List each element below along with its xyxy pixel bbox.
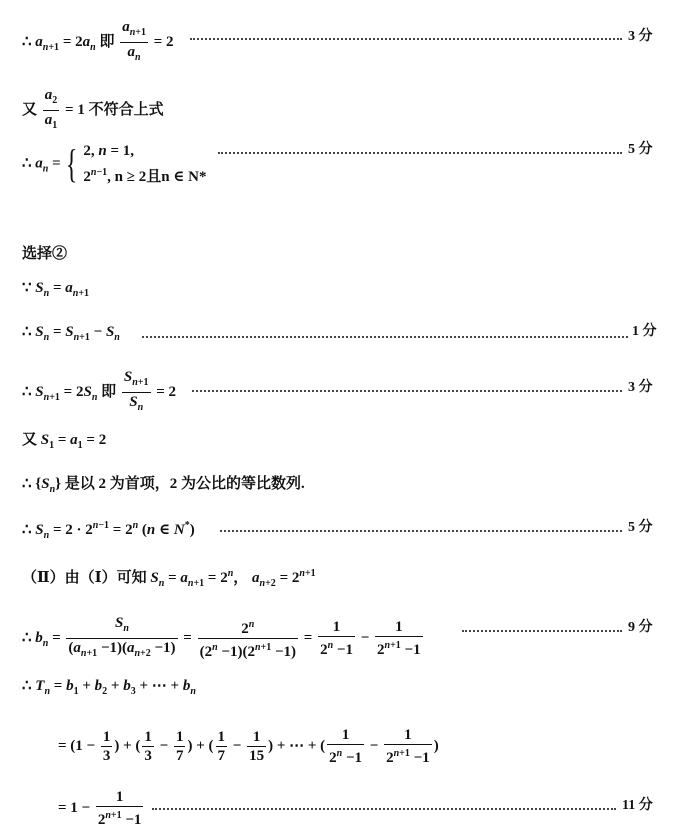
leader-dots: [192, 390, 622, 392]
eq-geo-statement: ∴ $\{S_n\}$ 是以 2 为首项，2 为公比的等比数列.: [22, 476, 305, 495]
leader-dots: [462, 630, 622, 632]
eq-a-ratio: ∴ $a_{n+1} = 2a_n$ 即 $\frac{a_{n+1}}{a_n}$ = 2: [22, 19, 174, 63]
eq-s1: 又 $S_1 = a_1 = 2$: [22, 432, 107, 451]
choice-label: 选择②: [22, 246, 68, 262]
eq-sn-an1: ∵ $S_n = a_{n+1}$: [22, 280, 90, 299]
eq-tn-telescope: = (1 − $\frac{1}{3}$ ) + ( $\frac{1}{3}$ − $\frac{1}{7}$ ) + ( $\frac{1}{7}$ − $\frac{1}{15}$ ) + ⋯ + ( $\frac{1}{2^n -1}$ − $\frac{1}{2^{n+1} -1}$ ): [58, 727, 439, 766]
leader-dots: [218, 152, 622, 154]
score-3b: 3 分: [628, 380, 653, 395]
eq-sn-formula: ∴ $S_n = 2 \cdot 2^{n-1} = 2^n$ (n ∈ N*): [22, 520, 195, 541]
eq-a2-a1: 又 $\frac{a_2}{a_1}$ = 1 不符合上式: [22, 87, 164, 131]
score-5: 5 分: [628, 142, 653, 157]
eq-tn-sum: ∴ $T_n = b_1 + b_2 + b_3$ + ⋯ + $b_n$: [22, 678, 196, 697]
leader-dots: [142, 336, 628, 338]
eq-an-cases: ∴ $a_n$ = { 2, n = 1, $2^{n-1}$, n ≥ 2且n ∈ N*: [22, 141, 207, 186]
score-3: 3 分: [628, 29, 653, 44]
leader-dots: [190, 38, 622, 40]
score-1: 1 分: [632, 324, 657, 339]
eq-sn-diff: ∴ $S_n = S_{n+1} - S_n$: [22, 324, 120, 343]
eq-bn: ∴ $b_n$ = $\frac{S_n}{(a_{n+1} -1)(a_{n+2} -1)}$ = $\frac{2^n}{(2^n -1)(2^{n+1} -1)}$ = $\frac{1}{2^n -1}$ − $\frac{1}{2^{n+1} -1}$: [22, 615, 421, 660]
eq-sn-ratio: ∴ $S_{n+1} = 2S_n$ 即 $\frac{S_{n+1}}{S_n}$ = 2: [22, 369, 177, 413]
leader-dots: [220, 530, 622, 532]
score-9: 9 分: [628, 620, 653, 635]
eq-part2: （Ⅱ）由（Ⅰ）可知 $S_n = a_{n+1} = 2^n$， $a_{n+2} = 2^{n+1}$: [22, 568, 316, 589]
leader-dots: [152, 808, 616, 810]
eq-tn-result: = 1 − $\frac{1}{2^{n+1} -1}$: [58, 789, 142, 828]
score-5b: 5 分: [628, 520, 653, 535]
score-11: 11 分: [622, 798, 653, 813]
